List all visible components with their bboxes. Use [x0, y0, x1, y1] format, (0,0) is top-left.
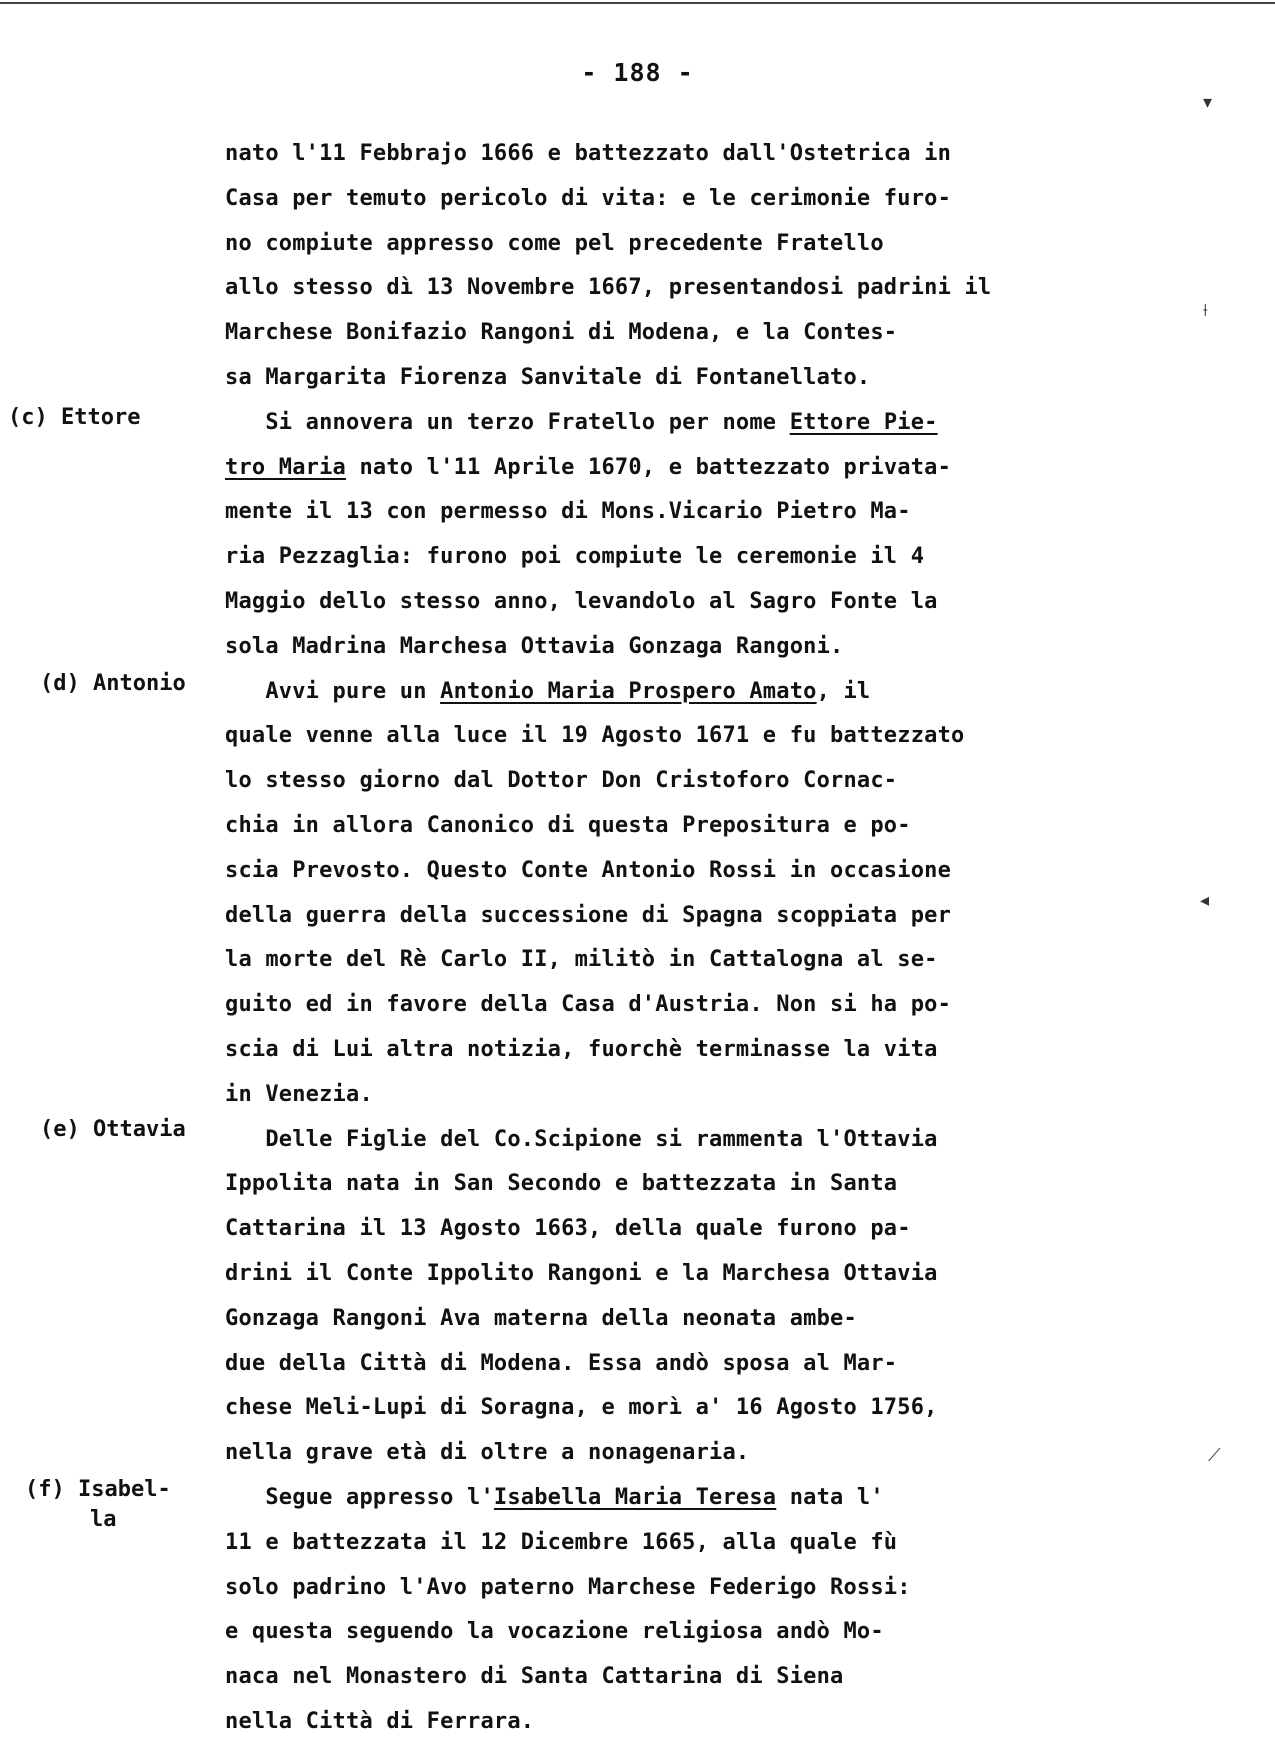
- text-line: no compiute appresso come pel precedente Fratello: [225, 230, 884, 256]
- text-line: e questa seguendo la vocazione religiosa andò Mo-: [225, 1619, 884, 1645]
- text-line: [225, 455, 951, 480]
- underlined-name: Ettore Pie-: [789, 409, 938, 435]
- text-line: guito ed in favore della Casa d'Austria. Non si ha po-: [225, 992, 952, 1018]
- text-line: Maggio dello stesso anno, levandolo al Sagro Fonte la: [225, 589, 938, 614]
- text-line: allo stesso dì 13 Novembre 1667, presentandosi padrini il: [225, 275, 992, 301]
- margin-mark: ◂: [1200, 890, 1210, 911]
- text-line: nella Città di Ferrara.: [225, 1709, 535, 1734]
- line-text: nata l': [776, 1485, 884, 1510]
- line-text: nato l'11 Aprile 1670, e battezzato privata-: [346, 454, 952, 480]
- margin-mark: ▾: [1203, 92, 1213, 113]
- line-text: , il: [816, 678, 871, 704]
- text-line: chese Meli-Lupi di Soragna, e morì a' 16 Agosto 1756,: [225, 1395, 938, 1421]
- text-line: [225, 410, 938, 435]
- line-text: Si annovera un terzo Fratello per nome: [225, 409, 790, 435]
- margin-mark: ⟊: [1203, 300, 1208, 321]
- margin-note-antonio: (d) Antonio: [40, 671, 186, 696]
- underlined-name: Isabella Maria Teresa: [493, 1485, 777, 1510]
- text-line: due della Città di Modena. Essa andò sposa al Mar-: [225, 1350, 898, 1376]
- underlined-name: tro Maria: [225, 454, 347, 480]
- text-line: in Venezia.: [225, 1081, 373, 1107]
- text-line: sola Madrina Marchesa Ottavia Gonzaga Rangoni.: [225, 633, 844, 659]
- text-line: solo padrino l'Avo paterno Marchese Federigo Rossi:: [225, 1574, 911, 1600]
- text-line: della guerra della successione di Spagna scoppiata per: [225, 902, 952, 928]
- text-line: nato l'11 Febbrajo 1666 e battezzato dall'Ostetrica in: [225, 141, 952, 166]
- text-line: lo stesso giorno dal Dottor Don Cristoforo Cornac-: [225, 768, 898, 794]
- text-line: Ippolita nata in San Secondo e battezzata in Santa: [225, 1171, 898, 1197]
- margin-note-isabella-cont: la: [90, 1507, 117, 1532]
- text-line: [225, 679, 870, 704]
- margin-note-isabella: (f) Isabel-: [25, 1477, 171, 1502]
- text-line: Gonzaga Rangoni Ava materna della neonata ambe-: [225, 1305, 857, 1331]
- text-line: [225, 1485, 884, 1510]
- text-line: drini il Conte Ippolito Rangoni e la Marchesa Ottavia: [225, 1261, 938, 1286]
- text-line: Marchese Bonifazio Rangoni di Modena, e la Contes-: [225, 320, 898, 346]
- text-line: sa Margarita Fiorenza Sanvitale di Fontanellato.: [225, 365, 871, 390]
- line-text: Avvi pure un: [225, 678, 441, 704]
- underlined-name: Antonio Maria Prospero Amato: [440, 678, 817, 704]
- text-line: scia di Lui altra notizia, fuorchè terminasse la vita: [225, 1037, 938, 1062]
- text-line: Cattarina il 13 Agosto 1663, della quale furono pa-: [225, 1216, 911, 1242]
- text-line: la morte del Rè Carlo II, militò in Cattalogna al se-: [225, 947, 938, 973]
- text-line: Casa per temuto pericolo di vita: e le cerimonie furo-: [225, 185, 952, 211]
- text-line: quale venne alla luce il 19 Agosto 1671 e fu battezzato: [225, 723, 965, 749]
- text-line: 11 e battezzata il 12 Dicembre 1665, alla quale fù: [225, 1529, 898, 1555]
- text-line: Delle Figlie del Co.Scipione si rammenta l'Ottavia: [225, 1126, 938, 1152]
- margin-note-ottavia: (e) Ottavia: [40, 1117, 186, 1142]
- text-line: mente il 13 con permesso di Mons.Vicario Pietro Ma-: [225, 499, 911, 525]
- margin-note-ettore: (c) Ettore: [8, 405, 141, 430]
- margin-mark: ⟋: [1208, 1445, 1221, 1466]
- text-line: nella grave età di oltre a nonagenaria.: [225, 1440, 750, 1466]
- text-line: scia Prevosto. Questo Conte Antonio Rossi in occasione: [225, 857, 952, 883]
- top-rule: [0, 2, 1275, 4]
- text-line: chia in allora Canonico di questa Prepositura e po-: [225, 813, 911, 838]
- text-line: ria Pezzaglia: furono poi compiute le ceremonie il 4: [225, 544, 925, 570]
- text-line: naca nel Monastero di Santa Cattarina di Siena: [225, 1664, 844, 1690]
- page-number: - 188 -: [581, 58, 694, 87]
- line-text: Segue appresso l': [225, 1485, 494, 1510]
